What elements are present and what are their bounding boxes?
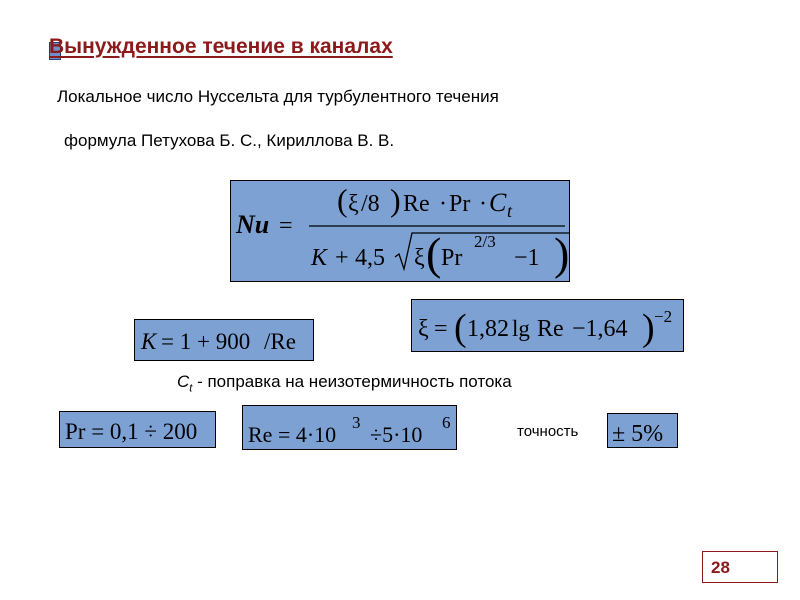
pr-range-formula [60, 412, 217, 449]
num-t: t [507, 201, 513, 221]
accuracy-box [607, 413, 678, 448]
num-dot-1: · [439, 191, 447, 217]
xi-coef: 1,82 [467, 316, 509, 342]
xi-re: Re [537, 316, 564, 342]
den-paren-open: ( [426, 228, 442, 279]
re-range-lhs: Re = 4·10 [248, 422, 337, 447]
num-slash-8: /8 [361, 191, 380, 217]
xi-equals: = [434, 316, 448, 342]
k-slash-re: /Re [264, 329, 296, 354]
ct-symbol [177, 372, 193, 395]
xi-lg: lg [512, 316, 530, 341]
den-xi: ξ [414, 245, 425, 271]
num-paren-close: ) [390, 182, 401, 218]
page-number-box [702, 551, 778, 583]
num-xi: ξ [348, 191, 359, 217]
ct-description: - поправка на неизотермичность потока [192, 372, 512, 391]
subtitle-nusselt: Локальное число Нуссельта для турбулентного течения [57, 87, 499, 106]
xi-paren-open: ( [454, 307, 467, 349]
xi-symbol: ξ [418, 316, 429, 342]
k-eq-expression: = 1 + 900 [161, 329, 251, 354]
den-k: K [311, 245, 328, 271]
num-dot-2: · [479, 191, 487, 217]
xi-formula [412, 300, 685, 353]
num-c: C [489, 188, 507, 217]
accuracy-label: точность [517, 423, 579, 440]
pr-range-box [59, 411, 216, 448]
den-paren-close: ) [554, 228, 570, 279]
subtitle-petukhov-formula: формула Петухова Б. С., Кириллова В. В. [64, 131, 395, 150]
xi-tail: −1,64 [572, 316, 628, 342]
num-re: Re [403, 191, 430, 217]
nusselt-formula [231, 181, 571, 283]
accuracy-text: ± 5% [612, 421, 664, 447]
ct-subscript: t [189, 382, 193, 395]
k-symbol: K [141, 329, 157, 354]
nu-equals: = [279, 213, 293, 239]
den-plus: + [335, 245, 349, 271]
num-pr: Pr [449, 191, 471, 217]
k-formula-box [134, 319, 314, 361]
re-range-mid: ÷5·10 [370, 422, 423, 447]
num-paren-open: ( [337, 182, 348, 218]
xi-paren-close: ) [642, 307, 655, 349]
accuracy-formula [608, 414, 679, 449]
page-number: 28 [711, 558, 730, 577]
re-exp-1: 3 [352, 413, 361, 432]
pr-range-text: Pr = 0,1 ÷ 200 [65, 419, 198, 444]
xi-formula-box [411, 299, 684, 352]
re-range-box [242, 405, 457, 450]
ct-letter: C [177, 372, 190, 391]
nu-symbol: Nu [236, 210, 270, 239]
nusselt-formula-box [230, 180, 570, 282]
slide-title: Вынужденное течение в каналах [49, 35, 393, 58]
den-exp: 2/3 [474, 232, 496, 251]
den-coef: 4,5 [355, 245, 385, 271]
xi-exponent: −2 [654, 307, 673, 326]
k-formula [135, 320, 315, 362]
re-range-formula [243, 406, 458, 451]
re-exp-2: 6 [442, 413, 451, 432]
ct-correction-note [177, 372, 512, 394]
den-minus-one: −1 [514, 245, 540, 271]
den-pr: Pr [441, 245, 463, 271]
